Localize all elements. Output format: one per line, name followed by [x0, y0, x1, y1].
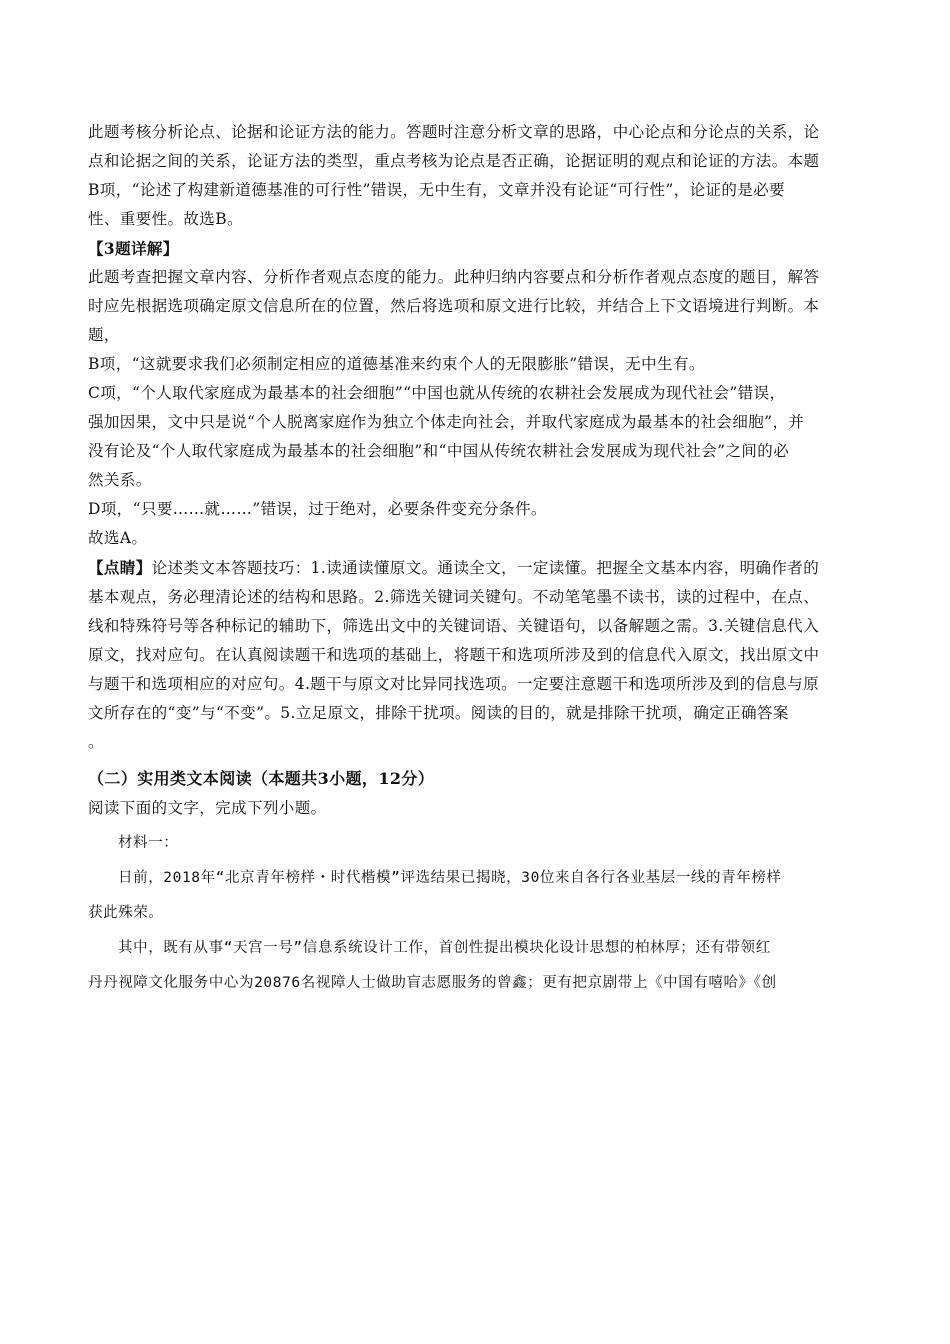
tips-text: 论述类文本答题技巧：1.读通读懂原文。通读全文，一定读懂。把握全文基本内容，明确作者的: [151, 559, 820, 577]
q3-option-d: D项，“只要……就……”错误，过于绝对，必要条件变充分条件。: [88, 500, 547, 518]
text-line: 获此殊荣。: [88, 905, 164, 921]
text-line: 没有论及“个人取代家庭成为最基本的社会细胞”和“中国从传统农耕社会发展成为现代社会”之间的必: [88, 442, 790, 460]
analysis-q2-paragraph: [88, 118, 860, 234]
text-line: 强加因果，文中只是说“个人脱离家庭作为独立个体走向社会，并取代家庭成为最基本的社会细胞”，并: [88, 413, 805, 431]
material-label: 材料一：: [118, 835, 179, 851]
q3-intro-paragraph: [88, 263, 860, 350]
text-line: 然关系。: [88, 471, 152, 489]
text-line: 点和论据之间的关系，论证方法的类型，重点考核为论点是否正确，论据证明的观点和论证的方法。本题: [88, 152, 820, 170]
q3-option-c: [88, 379, 860, 495]
text-line: 此题考核分析论点、论据和论证方法的能力。答题时注意分析文章的思路，中心论点和分论点的关系，论: [88, 123, 820, 141]
text-line: 基本观点，务必理清论述的结构和思路。2.筛选关键词关键句。不动笔笔墨不读书，读的过程中，在点、: [88, 588, 820, 606]
text-line: 与题干和选项相应的对应句。4.题干与原文对比异同找选项。一定要注意题干和选项所涉及到的信息与原: [88, 675, 820, 693]
q3-heading: 【3题详解】: [88, 239, 179, 258]
text-line: 此题考查把握文章内容、分析作者观点态度的能力。此种归纳内容要点和分析作者观点态度的题目，解答: [88, 268, 820, 286]
text-line: C项，“个人取代家庭成为最基本的社会细胞”“中国也就从传统的农耕社会发展成为现代社会”错误，: [88, 384, 786, 402]
q3-conclusion: 故选A。: [88, 529, 148, 547]
text-line: [88, 553, 860, 583]
text-line: 其中，既有从事“天宫一号”信息系统设计工作，首创性提出模块化设计思想的柏林厚；还有带领红: [118, 940, 771, 956]
q3-option-b: B项，“这就要求我们必须制定相应的道德基准来约束个人的无限膨胀”错误，无中生有。: [88, 355, 705, 373]
section2-heading: （二）实用类文本阅读（本题共3小题，12分）: [88, 769, 435, 788]
text-line: 题，: [88, 326, 120, 344]
text-line: 时应先根据选项确定原文信息所在的位置，然后将选项和原文进行比较，并结合上下文语境进行判断。本: [88, 297, 820, 315]
tips-label: 【点睛】: [88, 558, 152, 577]
text-line: 线和特殊符号等各种标记的辅助下，筛选出文中的关键词语、关键语句，以备解题之需。3.关键信息代入: [88, 617, 820, 635]
section2-instruction: 阅读下面的文字，完成下列小题。: [88, 799, 327, 817]
tips-paragraph: [88, 553, 860, 757]
material-paragraph-2: [88, 934, 860, 998]
document-body: [88, 118, 860, 998]
text-line: 日前，2018年“北京青年榜样・时代楷模”评选结果已揭晓，30位来自各行各业基层一线的青年榜样: [118, 870, 782, 886]
material-paragraph-1: [88, 864, 860, 928]
text-line: 原文，找对应句。在认真阅读题干和选项的基础上，将题干和选项所涉及到的信息代入原文，找出原文中: [88, 646, 820, 664]
text-line: 文所存在的“变”与“不变”。5.立足原文，排除干扰项。阅读的目的，就是排除干扰项，确定正确答案: [88, 704, 789, 722]
text-line: 。: [88, 733, 104, 751]
text-line: 性、重要性。故选B。: [88, 210, 243, 228]
text-line: 丹丹视障文化服务中心为20876名视障人士做助盲志愿服务的曾鑫；更有把京剧带上《中国有嘻哈》《创: [88, 975, 777, 991]
text-line: B项，“论述了构建新道德基准的可行性”错误，无中生有，文章并没有论证“可行性”，论证的是必要: [88, 181, 785, 199]
